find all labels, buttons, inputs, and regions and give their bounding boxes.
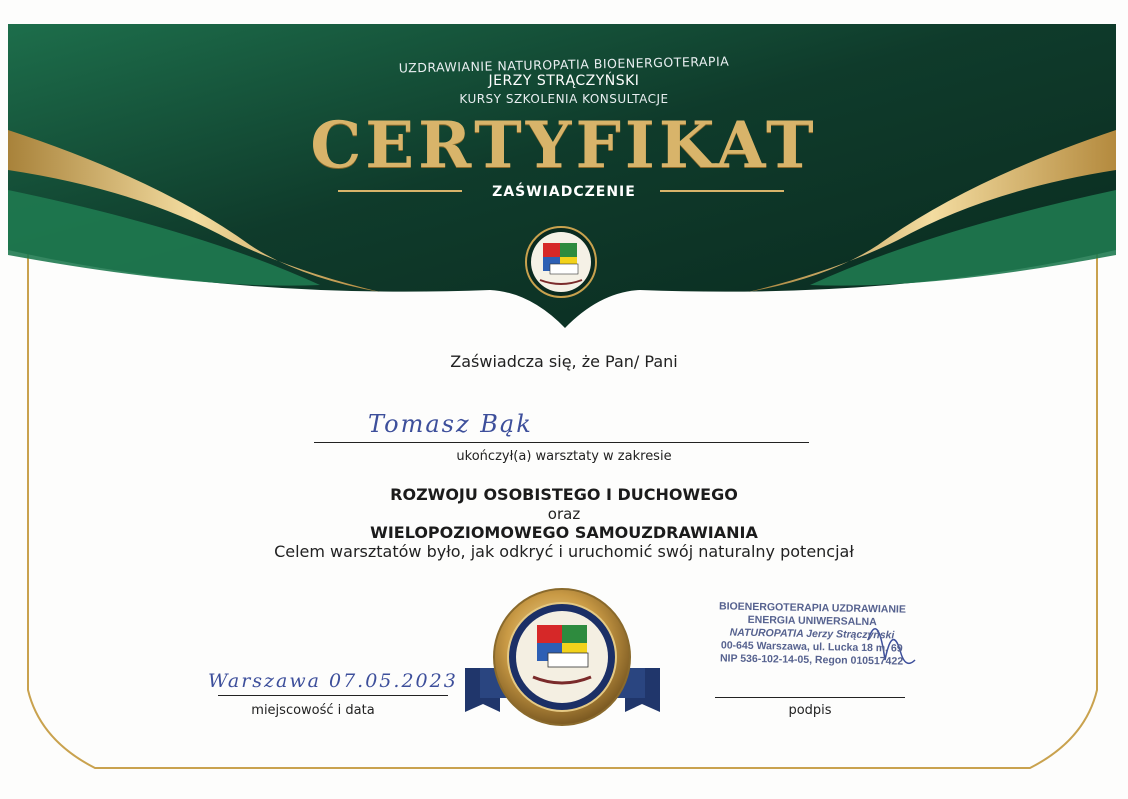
conjunction: oraz bbox=[547, 505, 581, 523]
top-logo-emblem bbox=[526, 227, 596, 297]
intro-text: Zaświadcza się, że Pan/ Pani bbox=[450, 352, 678, 371]
certificate-title: CERTYFIKAT bbox=[310, 108, 818, 183]
place-date-label: miejscowość i data bbox=[251, 703, 375, 718]
gold-seal-medal bbox=[465, 589, 660, 725]
organization-services: UZDRAWIANIE NATUROPATIA BIOENERGOTERAPIA bbox=[398, 53, 730, 76]
stamp-line: ENERGIA UNIWERSALNA bbox=[747, 613, 877, 629]
completion-text: ukończył(a) warsztaty w zakresie bbox=[456, 449, 672, 464]
place-date-line bbox=[218, 695, 448, 696]
stamp-line: 00-645 Warszawa, ul. Lucka 18 m. 69 bbox=[720, 639, 903, 655]
recipient-name: Tomasz Bąk bbox=[368, 410, 533, 438]
signature-label: podpis bbox=[788, 703, 832, 718]
workshop-goal: Celem warsztatów było, jak odkryć i uruchomić swój naturalny potencjał bbox=[274, 542, 854, 561]
offerings: KURSY SZKOLENIA KONSULTACJE bbox=[459, 92, 669, 106]
recipient-name-line bbox=[314, 442, 809, 443]
place-date-value: Warszawa 07.05.2023 bbox=[208, 670, 458, 692]
signature-line bbox=[715, 697, 905, 698]
topic-line-1: ROZWOJU OSOBISTEGO I DUCHOWEGO bbox=[390, 485, 738, 504]
company-stamp bbox=[711, 600, 912, 668]
owner-name: JERZY STRĄCZYŃSKI bbox=[488, 73, 640, 89]
certificate-subtitle: ZAŚWIADCZENIE bbox=[492, 184, 636, 200]
stamp-line: BIOENERGOTERAPIA UZDRAWIANIE bbox=[718, 600, 906, 616]
topic-line-2: WIELOPOZIOMOWEGO SAMOUZDRAWIANIA bbox=[370, 523, 758, 542]
stamp-line: NATUROPATIA Jerzy Strączyński bbox=[729, 626, 895, 642]
stamp-line: NIP 536-102-14-05, Regon 010517422 bbox=[719, 652, 904, 668]
